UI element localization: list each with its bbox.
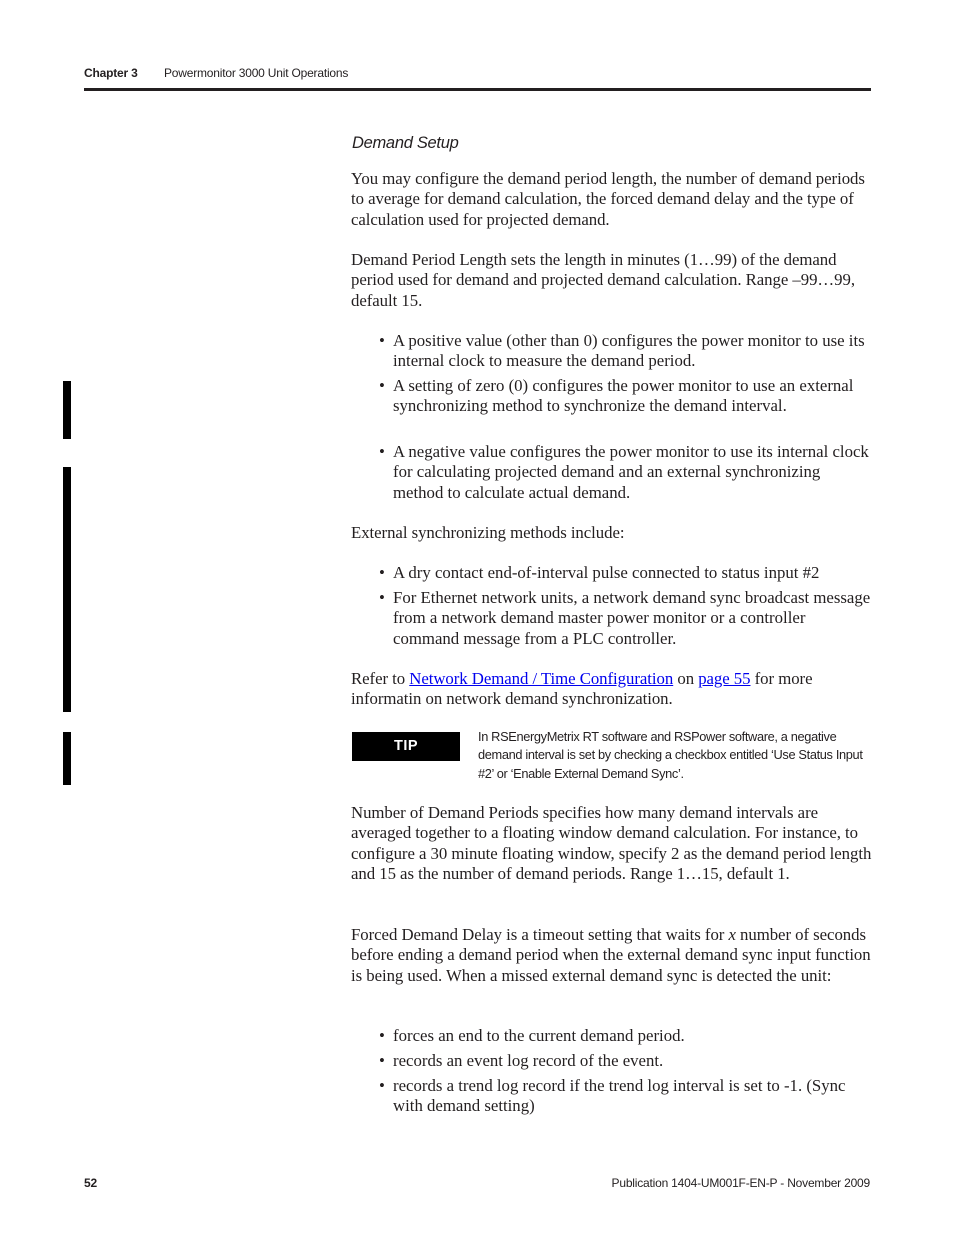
network-demand-link[interactable]: Network Demand / Time Configuration bbox=[409, 669, 674, 688]
bullet-dot: • bbox=[379, 1026, 385, 1045]
change-bar bbox=[63, 732, 71, 785]
list-item bbox=[379, 588, 873, 649]
bullet-dot: • bbox=[379, 376, 385, 395]
forced-delay-variable: x bbox=[728, 925, 736, 944]
change-bar bbox=[63, 381, 71, 439]
list-item-text: records an event log record of the event. bbox=[393, 1051, 664, 1070]
list-item-text: A dry contact end-of-interval pulse connected to status input #2 bbox=[393, 563, 820, 582]
list-item bbox=[379, 442, 873, 503]
forced-delay-suffix: number of seconds before ending a demand period when the external demand sync input function is being used. When a missed external demand sync is detected the unit: bbox=[351, 925, 871, 985]
bullet-dot: • bbox=[379, 1076, 385, 1095]
refer-suffix: for more informatin on network demand synchronization. bbox=[351, 669, 813, 709]
bullet-dot: • bbox=[379, 331, 385, 350]
forced-delay-prefix: Forced Demand Delay is a timeout setting that waits for bbox=[351, 925, 729, 944]
refer-on: on bbox=[673, 669, 699, 688]
num-periods-paragraph: Number of Demand Periods specifies how many demand intervals are averaged together to a floating window demand calculation. For instance, to configure a 30 minute floating window, specify 2 as the demand period length and 15 as the number of demand periods. Range 1…15, default 1. bbox=[351, 803, 872, 883]
list-item bbox=[379, 331, 873, 372]
bullet-dot: • bbox=[379, 588, 385, 607]
external-methods-paragraph: External synchronizing methods include: bbox=[351, 523, 625, 542]
tip-label: TIP bbox=[352, 732, 460, 761]
bullet-dot: • bbox=[379, 442, 385, 461]
bullet-dot: • bbox=[379, 1051, 385, 1070]
refer-prefix: Refer to bbox=[351, 669, 410, 688]
list-item-text: A negative value configures the power monitor to use its internal clock for calculating projected demand and an external synchronizing method to calculate actual demand. bbox=[393, 442, 869, 502]
list-item-text: For Ethernet network units, a network demand sync broadcast message from a network demand master power monitor or a controller command message from a PLC controller. bbox=[393, 588, 871, 648]
chapter-label: Chapter 3 bbox=[84, 66, 138, 80]
page-number: 52 bbox=[84, 1176, 97, 1190]
list-item bbox=[379, 1026, 873, 1046]
publication-info: Publication 1404-UM001F-EN-P - November 2009 bbox=[611, 1176, 870, 1190]
list-item-text: A positive value (other than 0) configures the power monitor to use its internal clock to measure the demand period. bbox=[393, 331, 865, 371]
period-length-paragraph: Demand Period Length sets the length in minutes (1…99) of the demand period used for demand and projected demand calculation. Range –99…99, default 15. bbox=[351, 250, 855, 310]
list-item bbox=[379, 1051, 873, 1071]
list-item bbox=[379, 1076, 873, 1117]
chapter-title: Powermonitor 3000 Unit Operations bbox=[164, 66, 349, 80]
page-55-link[interactable]: page 55 bbox=[698, 669, 751, 688]
list-item-text: forces an end to the current demand period. bbox=[393, 1026, 685, 1045]
forced-delay-paragraph bbox=[351, 925, 873, 986]
section-title: Demand Setup bbox=[352, 134, 459, 152]
change-bar bbox=[63, 467, 71, 712]
header-rule bbox=[84, 88, 871, 91]
list-item-text: records a trend log record if the trend log interval is set to -1. (Sync with demand setting) bbox=[393, 1076, 846, 1116]
list-item-text: A setting of zero (0) configures the power monitor to use an external synchronizing method to synchronize the demand interval. bbox=[393, 376, 854, 416]
bullet-dot: • bbox=[379, 563, 385, 582]
tip-text: In RSEnergyMetrix RT software and RSPower software, a negative demand interval is set by checking a checkbox entitled ‘Use Status Input #2’ or ‘Enable External Demand Sync’. bbox=[478, 729, 863, 781]
refer-paragraph bbox=[351, 669, 873, 710]
intro-paragraph: You may configure the demand period length, the number of demand periods to average for demand calculation, the forced demand delay and the type of calculation used for projected demand. bbox=[351, 169, 865, 229]
list-item bbox=[379, 376, 873, 417]
list-item bbox=[379, 563, 873, 583]
